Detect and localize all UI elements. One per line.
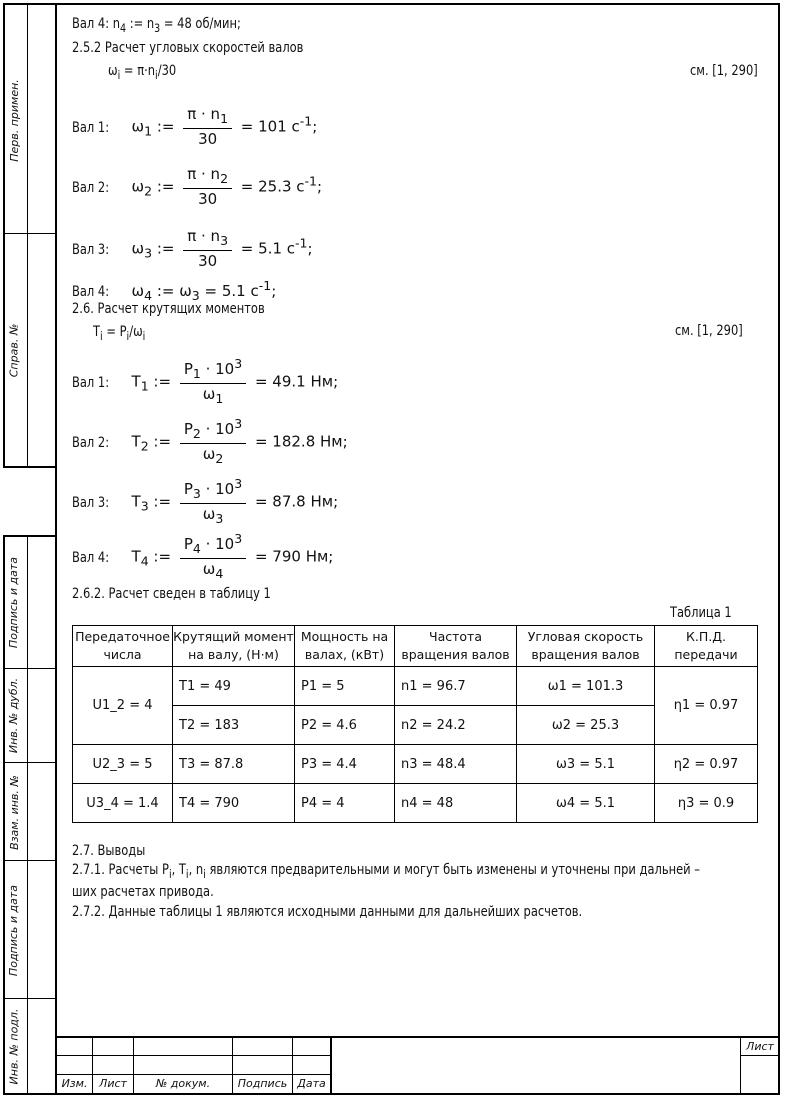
header-efficiency: К.П.Д. передачи bbox=[655, 626, 758, 667]
torque-cell: T3 = 87.8 bbox=[173, 745, 295, 784]
header-torque: Крутящий момент на валу, (Н·м) bbox=[173, 626, 295, 667]
tb-list: Лист bbox=[99, 1077, 127, 1090]
torque-formula: $T_i = P_i/\omega_i$ bbox=[93, 324, 146, 343]
power-cell: P3 = 4.4 bbox=[295, 745, 395, 784]
torque-eq-1: Вал 1: $T_1$ := $\frac{P_1 \cdot 10^3}{\omega_1}$ = 49.1 Нм; bbox=[72, 356, 339, 406]
power-cell: P1 = 5 bbox=[295, 667, 395, 706]
conclusion-1-line2: ших расчетах привода. bbox=[72, 884, 214, 900]
conclusion-2: 2.7.2. Данные таблицы 1 являются исходными данными для дальнейших расчетов. bbox=[72, 904, 583, 920]
torque-eq-4: Вал 4: $T_4$ := $\frac{P_4 \cdot 10^3}{\omega_4}$ = 790 Нм; bbox=[72, 531, 334, 581]
omega-cell: ω4 = 5.1 bbox=[517, 784, 655, 823]
reference-1: см. [1, 290] bbox=[690, 63, 758, 79]
omega-cell: ω1 = 101.3 bbox=[517, 667, 655, 706]
section-2-6-heading: 2.6. Расчет крутящих моментов bbox=[72, 301, 265, 317]
table-row bbox=[73, 784, 758, 823]
side-label-podpis-1: Подпись и дата bbox=[7, 556, 21, 649]
tb-top bbox=[55, 1036, 780, 1038]
tb-podpis: Подпись bbox=[237, 1077, 288, 1090]
side-h3 bbox=[3, 535, 55, 537]
frame-left-inner bbox=[55, 3, 57, 1095]
conclusion-1: 2.7.1. Расчеты $P_i$, $T_i$, $n_i$ являются предварительными и могут быть изменены и уточнены при дальней – bbox=[72, 862, 701, 881]
ratio-cell: U1_2 = 4 bbox=[73, 667, 173, 745]
header-ratio: Передаточное числа bbox=[73, 626, 173, 667]
tb-sheet-row bbox=[740, 1055, 780, 1056]
side-label-perv: Перв. примен. bbox=[7, 78, 21, 162]
header-angular-speed: Угловая скорость вращения валов bbox=[517, 626, 655, 667]
side-top bbox=[3, 3, 55, 5]
side-h6 bbox=[3, 860, 55, 861]
tb-row2 bbox=[55, 1074, 330, 1075]
val4-speed-line: Вал 4: $n_4$ := $n_3 = 48$ об/мин; bbox=[72, 16, 241, 35]
frame-bottom bbox=[3, 1093, 780, 1095]
side-label-inv-podl: Инв. № подл. bbox=[7, 1008, 21, 1084]
ratio-cell: U3_4 = 1.4 bbox=[73, 784, 173, 823]
side-label-inv-dubl: Инв. № дубл. bbox=[7, 677, 21, 753]
table-row bbox=[73, 667, 758, 706]
section-2-5-2-heading: 2.5.2 Расчет угловых скоростей валов bbox=[72, 40, 304, 56]
side-label-sprav: Справ. № bbox=[7, 323, 21, 377]
side-h2 bbox=[3, 466, 55, 468]
tb-sheet-label: Лист bbox=[746, 1040, 774, 1053]
torque-eq-3: Вал 3: $T_3$ := $\frac{P_3 \cdot 10^3}{\omega_3}$ = 87.8 Нм; bbox=[72, 476, 339, 526]
section-2-7-heading: 2.7. Выводы bbox=[72, 843, 146, 859]
tb-izm: Изм. bbox=[61, 1077, 88, 1090]
omega-eq-2: Вал 2: $\omega_2$ := $\frac{\pi \cdot n_2}{30}$ = 25.3 $с^{-1}$; bbox=[72, 165, 323, 208]
results-table bbox=[72, 625, 758, 823]
torque-cell: T4 = 790 bbox=[173, 784, 295, 823]
tb-data: Дата bbox=[297, 1077, 326, 1090]
omega-eq-3: Вал 3: $\omega_3$ := $\frac{\pi \cdot n_3}{30}$ = 5.1 $с^{-1}$; bbox=[72, 227, 313, 270]
side-h7 bbox=[3, 998, 55, 999]
tb-col5 bbox=[330, 1036, 332, 1094]
side-divider-2 bbox=[27, 535, 28, 1095]
torque-cell: T2 = 183 bbox=[173, 706, 295, 745]
header-power: Мощность на валах, (кВт) bbox=[295, 626, 395, 667]
omega-eq-1: Вал 1: $\omega_1$ := $\frac{\pi \cdot n_1}{30}$ = 101 $с^{-1}$; bbox=[72, 105, 318, 148]
header-frequency: Частота вращения валов bbox=[395, 626, 517, 667]
section-2-6-2-heading: 2.6.2. Расчет сведен в таблицу 1 bbox=[72, 586, 271, 602]
omega-eq-4: Вал 4: $\omega_4$ := $\omega_3 = 5.1$ $с^{-1}$; bbox=[72, 278, 277, 303]
freq-cell: n4 = 48 bbox=[395, 784, 517, 823]
power-cell: P4 = 4 bbox=[295, 784, 395, 823]
eff-cell: η3 = 0.9 bbox=[655, 784, 758, 823]
omega-cell: ω3 = 5.1 bbox=[517, 745, 655, 784]
table-caption: Таблица 1 bbox=[670, 605, 732, 621]
frame-right bbox=[778, 3, 780, 1095]
omega-formula: $\omega_i = \pi\cdot n_i/30$ bbox=[108, 63, 177, 82]
tb-no-dokum: № докум. bbox=[155, 1077, 211, 1090]
side-label-podpis-2: Подпись и дата bbox=[7, 884, 21, 976]
table-header-row bbox=[73, 626, 758, 667]
side-divider bbox=[27, 3, 28, 467]
freq-cell: n2 = 24.2 bbox=[395, 706, 517, 745]
frame-top bbox=[55, 3, 780, 5]
side-h4 bbox=[3, 668, 55, 669]
torque-cell: T1 = 49 bbox=[173, 667, 295, 706]
omega-cell: ω2 = 25.3 bbox=[517, 706, 655, 745]
freq-cell: n3 = 48.4 bbox=[395, 745, 517, 784]
tb-row1 bbox=[55, 1055, 330, 1056]
side-h1 bbox=[3, 233, 55, 234]
eff-cell: η2 = 0.97 bbox=[655, 745, 758, 784]
reference-2: см. [1, 290] bbox=[675, 323, 743, 339]
eff-cell: η1 = 0.97 bbox=[655, 667, 758, 745]
table-row bbox=[73, 745, 758, 784]
torque-eq-2: Вал 2: $T_2$ := $\frac{P_2 \cdot 10^3}{\omega_2}$ = 182.8 Нм; bbox=[72, 416, 348, 466]
ratio-cell: U2_3 = 5 bbox=[73, 745, 173, 784]
side-h5 bbox=[3, 762, 55, 763]
side-label-vzam: Взам. инв. № bbox=[7, 775, 21, 850]
power-cell: P2 = 4.6 bbox=[295, 706, 395, 745]
freq-cell: n1 = 96.7 bbox=[395, 667, 517, 706]
